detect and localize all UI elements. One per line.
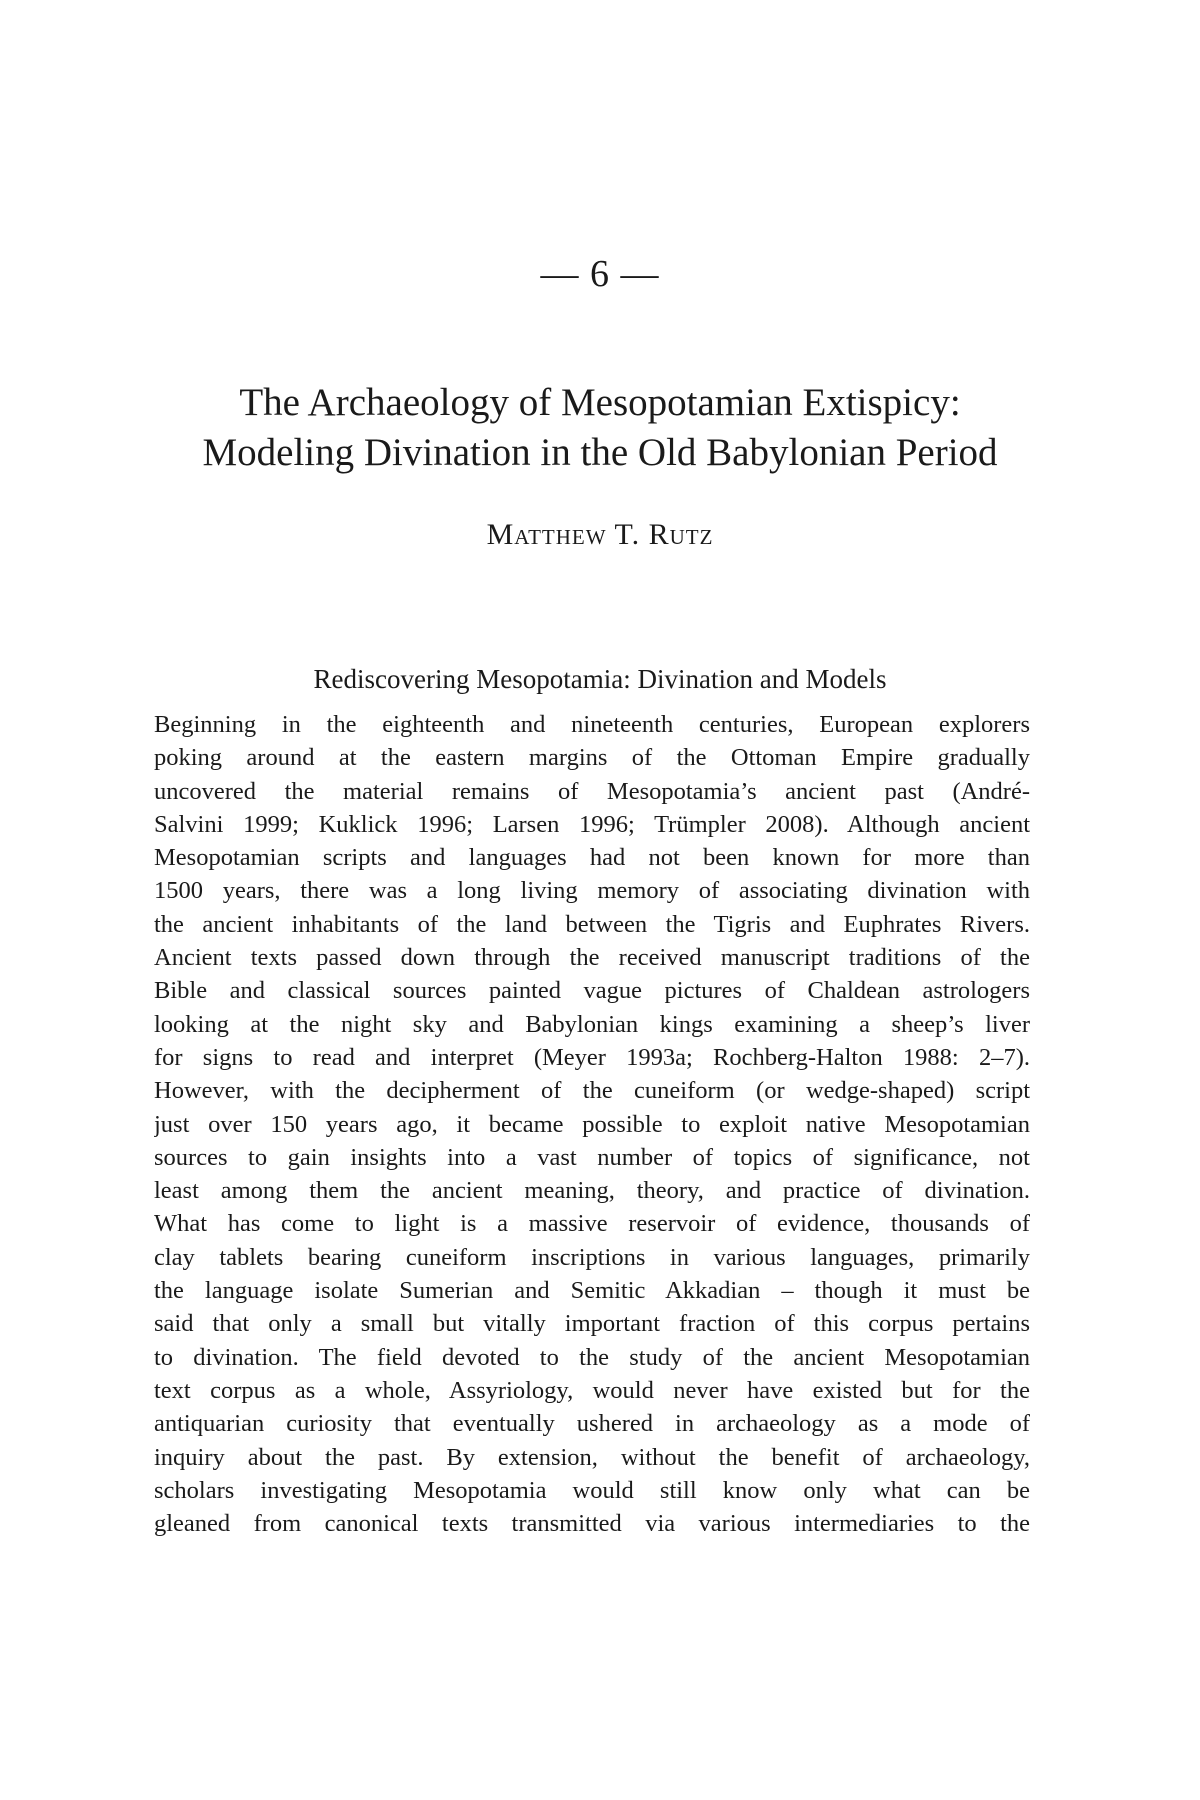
body-line: antiquarian curiosity that eventually ushered in archaeology as a mode of <box>154 1410 1030 1438</box>
body-line: Beginning in the eighteenth and nineteenth centuries, European explorers <box>154 711 1030 738</box>
body-line: said that only a small but vitally important fraction of this corpus pertains <box>154 1310 1030 1338</box>
body-line: inquiry about the past. By extension, without the benefit of archaeology, <box>154 1443 1030 1471</box>
body-line: the language isolate Sumerian and Semitic Akkadian – though it must be <box>154 1277 1030 1305</box>
chapter-number: — 6 — <box>540 253 660 295</box>
body-line: Mesopotamian scripts and languages had not been known for more than <box>154 844 1030 872</box>
body-line: for signs to read and interpret (Meyer 1993a; Rochberg-Halton 1988: 2–7). <box>154 1043 1030 1071</box>
body-line: the ancient inhabitants of the land between the Tigris and Euphrates Rivers. <box>154 910 1030 938</box>
body-line: least among them the ancient meaning, theory, and practice of divination. <box>154 1177 1030 1205</box>
section-heading: Rediscovering Mesopotamia: Divination and Models <box>313 664 887 694</box>
chapter-title-line: The Archaeology of Mesopotamian Extispicy: <box>239 381 961 424</box>
body-line: gleaned from canonical texts transmitted via various intermediaries to the <box>154 1510 1030 1538</box>
body-line: Ancient texts passed down through the received manuscript traditions of the <box>154 944 1030 972</box>
body-line: sources to gain insights into a vast number of topics of significance, not <box>154 1143 1030 1171</box>
chapter-title-line: Modeling Divination in the Old Babylonian Period <box>202 431 998 474</box>
body-line: poking around at the eastern margins of the Ottoman Empire gradually <box>154 744 1030 772</box>
body-line: just over 150 years ago, it became possible to exploit native Mesopotamian <box>154 1110 1030 1138</box>
body-line: looking at the night sky and Babylonian kings examining a sheep’s liver <box>154 1010 1030 1038</box>
body-line: clay tablets bearing cuneiform inscriptions in various languages, primarily <box>154 1243 1030 1271</box>
body-line: to divination. The field devoted to the study of the ancient Mesopotamian <box>154 1343 1030 1371</box>
chapter-title <box>100 378 1100 478</box>
body-line: uncovered the material remains of Mesopotamia’s ancient past (André- <box>154 777 1030 805</box>
body-line: 1500 years, there was a long living memory of associating divination with <box>154 877 1030 905</box>
body-line: However, with the decipherment of the cuneiform (or wedge-shaped) script <box>154 1077 1030 1105</box>
body-line: What has come to light is a massive reservoir of evidence, thousands of <box>154 1210 1030 1238</box>
body-line: Salvini 1999; Kuklick 1996; Larsen 1996; Trümpler 2008). Although ancient <box>154 810 1030 838</box>
author-name: Matthew T. Rutz <box>486 518 714 551</box>
body-line: scholars investigating Mesopotamia would still know only what can be <box>154 1476 1030 1504</box>
body-paragraph <box>154 708 1030 1540</box>
body-line: Bible and classical sources painted vague pictures of Chaldean astrologers <box>154 977 1030 1005</box>
body-line: text corpus as a whole, Assyriology, would never have existed but for the <box>154 1376 1030 1404</box>
